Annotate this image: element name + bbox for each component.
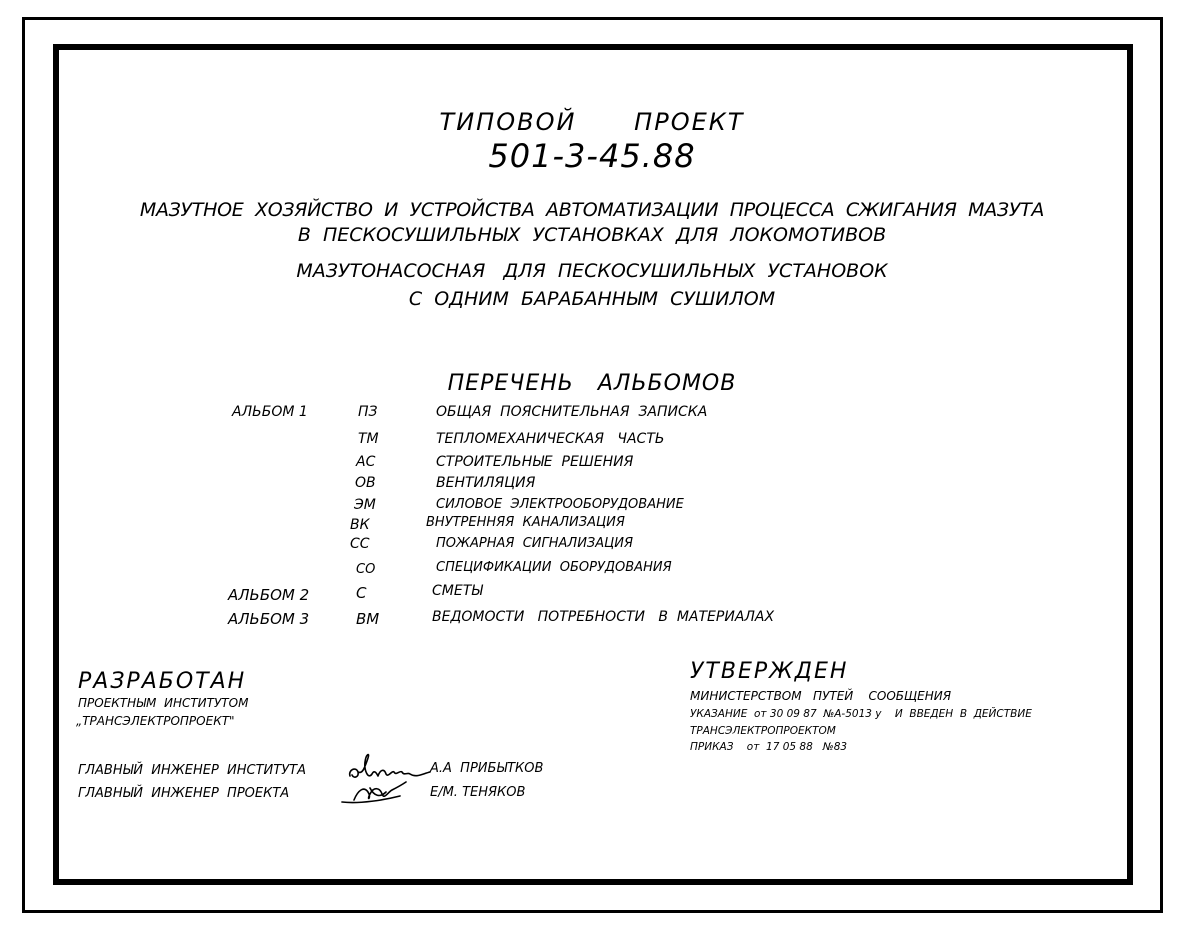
album-2-label: АЛЬБОМ 2: [228, 586, 310, 604]
developed-heading: РАЗРАБОТАН: [78, 669, 247, 694]
album-name: СМЕТЫ: [432, 583, 483, 599]
album-name: ОБЩАЯ ПОЯСНИТЕЛЬНАЯ ЗАПИСКА: [436, 404, 708, 420]
chief-institute-label: ГЛАВНЫЙ ИНЖЕНЕР ИНСТИТУТА: [78, 763, 306, 778]
chief-project-label: ГЛАВНЫЙ ИНЖЕНЕР ПРОЕКТА: [78, 786, 290, 801]
developed-line-1: ПРОЕКТНЫМ ИНСТИТУТОМ: [78, 696, 249, 710]
album-code: ПЗ: [358, 404, 378, 420]
album-name: ПОЖАРНАЯ СИГНАЛИЗАЦИЯ: [436, 536, 633, 551]
album-name: ТЕПЛОМЕХАНИЧЕСКАЯ ЧАСТЬ: [436, 431, 665, 447]
title-line-3: МАЗУТОНАСОСНАЯ ДЛЯ ПЕСКОСУШИЛЬНЫХ УСТАНОВОК: [296, 260, 888, 282]
album-code: СС: [350, 536, 370, 552]
developed-line-2: „ТРАНСЭЛЕКТРОПРОЕКТ": [76, 714, 235, 728]
project-type: ТИПОВОЙ ПРОЕКТ: [439, 108, 745, 136]
project-number: 501-3-45.88: [488, 137, 696, 175]
title-line-1: МАЗУТНОЕ ХОЗЯЙСТВО И УСТРОЙСТВА АВТОМАТИЗАЦИИ ПРОЦЕССА СЖИГАНИЯ МАЗУТА: [139, 199, 1045, 221]
album-name: СПЕЦИФИКАЦИИ ОБОРУДОВАНИЯ: [436, 560, 672, 575]
album-code: АС: [356, 454, 376, 470]
approved-line-1: МИНИСТЕРСТВОМ ПУТЕЙ СООБЩЕНИЯ: [690, 689, 952, 703]
albums-heading: ПЕРЕЧЕНЬ АЛЬБОМОВ: [447, 371, 737, 396]
album-code: С: [356, 584, 367, 602]
approved-line-2: УКАЗАНИЕ от 30 09 87 №А-5013 у И ВВЕДЕН В ДЕЙСТВИЕ: [690, 708, 1032, 720]
album-code: ВМ: [356, 610, 380, 628]
album-code: ВК: [350, 517, 370, 533]
album-name: ВЕНТИЛЯЦИЯ: [436, 475, 536, 491]
album-1-label: АЛЬБОМ 1: [232, 404, 308, 420]
album-code: ТМ: [358, 431, 379, 447]
approved-line-3: ТРАНСЭЛЕКТРОПРОЕКТОМ: [690, 725, 836, 737]
chief-project-name: Е/М. ТЕНЯКОВ: [430, 785, 526, 800]
title-line-2: В ПЕСКОСУШИЛЬНЫХ УСТАНОВКАХ ДЛЯ ЛОКОМОТИВОВ: [297, 224, 887, 246]
album-name: СТРОИТЕЛЬНЫЕ РЕШЕНИЯ: [436, 454, 634, 470]
album-3-label: АЛЬБОМ 3: [228, 610, 310, 628]
signature-tenyakov: [340, 780, 420, 810]
album-name: ВЕДОМОСТИ ПОТРЕБНОСТИ В МАТЕРИАЛАХ: [432, 609, 775, 625]
album-code: ОВ: [355, 475, 376, 491]
chief-institute-name: А.А ПРИБЫТКОВ: [430, 761, 544, 776]
approved-heading: УТВЕРЖДЕН: [690, 659, 849, 684]
approved-line-4: ПРИКАЗ от 17 05 88 №83: [690, 741, 848, 753]
album-code: СО: [356, 562, 376, 577]
album-name: ВНУТРЕННЯЯ КАНАЛИЗАЦИЯ: [426, 515, 625, 530]
title-line-4: С ОДНИМ БАРАБАННЫМ СУШИЛОМ: [408, 288, 776, 310]
album-code: ЭМ: [354, 497, 376, 513]
album-name: СИЛОВОЕ ЭЛЕКТРООБОРУДОВАНИЕ: [436, 497, 684, 512]
